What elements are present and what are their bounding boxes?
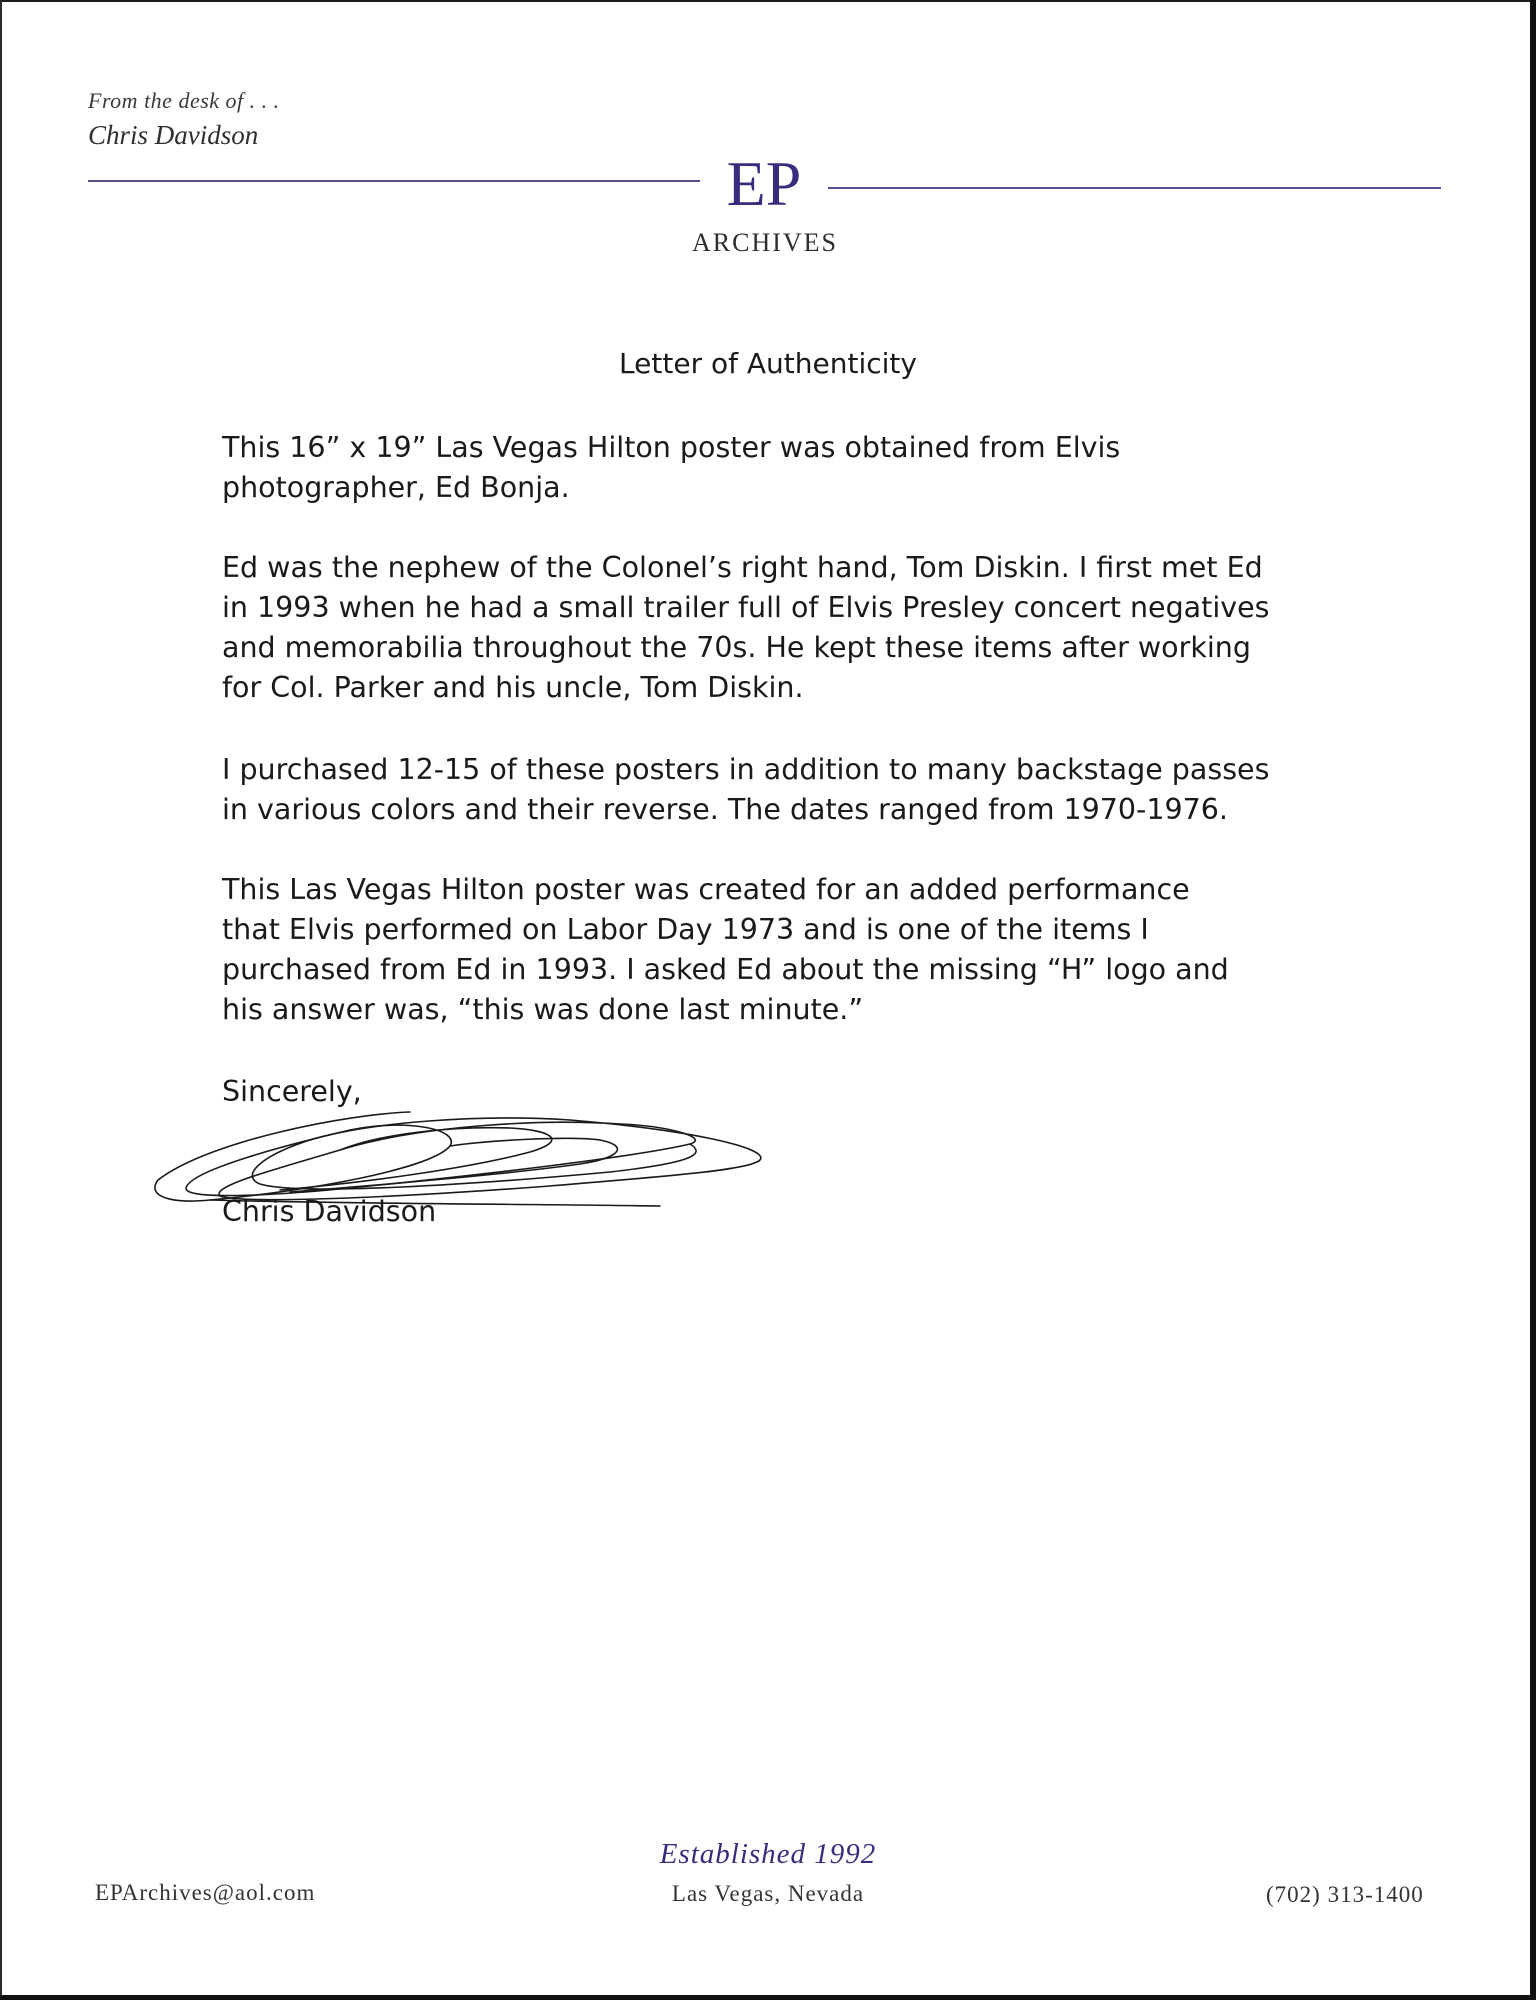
- paragraph-4: [222, 870, 1229, 1030]
- closing: Sincerely,: [222, 1075, 362, 1108]
- letterhead-rule-right: [828, 187, 1441, 189]
- desk-intro: From the desk of . . .: [88, 88, 280, 113]
- text-line: his answer was, “this was done last minute.”: [222, 993, 864, 1026]
- paragraph-1: [222, 428, 1120, 508]
- text-line: purchased from Ed in 1993. I asked Ed about the missing “H” logo and: [222, 953, 1229, 986]
- logo-mark: EP: [726, 148, 802, 219]
- established-note: Established 1992: [659, 1838, 877, 1870]
- footer-city: Las Vegas, Nevada: [671, 1881, 865, 1906]
- footer-email: EPArchives@aol.com: [95, 1880, 316, 1905]
- text-line: photographer, Ed Bonja.: [222, 471, 570, 504]
- scan-border-bottom: [0, 1995, 1536, 2000]
- letterhead-rule-left: [88, 180, 700, 182]
- text-line: This Las Vegas Hilton poster was created for an added performance: [222, 873, 1190, 906]
- scan-border-right: [1530, 0, 1536, 2000]
- paragraph-3: [222, 750, 1269, 830]
- text-line: in 1993 when he had a small trailer full of Elvis Presley concert negatives: [222, 591, 1270, 624]
- paragraph-2: [222, 548, 1270, 708]
- footer-phone: (702) 313-1400: [1266, 1882, 1424, 1907]
- scan-border-top: [0, 0, 1536, 2]
- text-line: This 16” x 19” Las Vegas Hilton poster was obtained from Elvis: [222, 431, 1121, 464]
- text-line: that Elvis performed on Labor Day 1973 and is one of the items I: [222, 913, 1149, 946]
- text-line: in various colors and their reverse. The dates ranged from 1970-1976.: [222, 793, 1228, 826]
- letter-title: Letter of Authenticity: [619, 347, 917, 380]
- text-line: Ed was the nephew of the Colonel’s right hand, Tom Diskin. I first met Ed: [222, 551, 1263, 584]
- text-line: for Col. Parker and his uncle, Tom Diskin.: [222, 671, 804, 704]
- text-line: I purchased 12-15 of these posters in addition to many backstage passes: [222, 753, 1270, 786]
- desk-name: Chris Davidson: [88, 120, 259, 150]
- signer-name: Chris Davidson: [222, 1195, 437, 1228]
- scan-border-left: [0, 0, 2, 2000]
- logo-wordmark: ARCHIVES: [691, 228, 838, 257]
- text-line: and memorabilia throughout the 70s. He kept these items after working: [222, 631, 1251, 664]
